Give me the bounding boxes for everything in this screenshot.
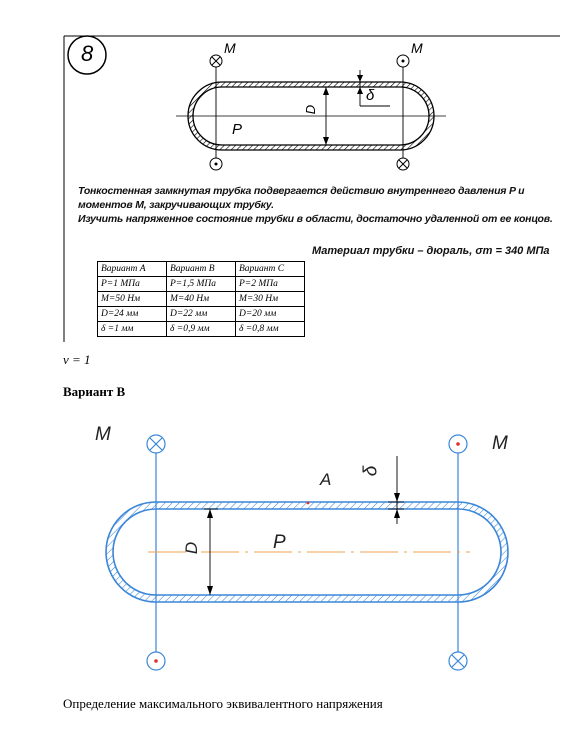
diagram-moment-right: M bbox=[492, 433, 508, 454]
table-cell: P=1 МПа bbox=[98, 277, 167, 292]
table-row bbox=[98, 277, 305, 292]
table-header-cell: Вариант С bbox=[236, 262, 305, 277]
point-a-marker bbox=[307, 502, 310, 505]
diagram-moment-left: M bbox=[95, 424, 111, 445]
variant-diagram bbox=[0, 420, 573, 680]
table-header-cell: Вариант А bbox=[98, 262, 167, 277]
moment-label-right: M bbox=[411, 40, 423, 56]
diagram-thickness-label: δ bbox=[360, 465, 382, 477]
table-row bbox=[98, 322, 305, 337]
diameter-label: D bbox=[303, 104, 319, 115]
poisson-ratio-line: ν = 1 bbox=[63, 352, 91, 367]
table-cell: M=40 Нм bbox=[167, 292, 236, 307]
table-cell: D=20 мм bbox=[236, 307, 305, 322]
table-cell: M=30 Нм bbox=[236, 292, 305, 307]
problem-text-line-1: Тонкостенная замкнутая трубка подвергается действию внутреннего давления P и bbox=[78, 185, 525, 197]
diagram-pressure-label: P bbox=[273, 532, 286, 553]
table-cell: D=22 мм bbox=[167, 307, 236, 322]
diagram-point-label: A bbox=[320, 470, 332, 489]
problem-text-line-2: моментов M, закручивающих трубку. bbox=[78, 199, 274, 211]
problem-number: 8 bbox=[81, 41, 94, 66]
variants-table bbox=[97, 261, 305, 337]
pressure-label: P bbox=[232, 121, 243, 138]
table-cell: P=1,5 МПа bbox=[167, 277, 236, 292]
table-cell: δ =0,9 мм bbox=[167, 322, 236, 337]
table-cell: δ =0,8 мм bbox=[236, 322, 305, 337]
table-header-cell: Вариант В bbox=[167, 262, 236, 277]
variant-title: Вариант В bbox=[63, 384, 126, 399]
table-row bbox=[98, 292, 305, 307]
material-note: Материал трубки – дюраль, σт = 340 МПа bbox=[312, 245, 550, 257]
table-cell: D=24 мм bbox=[98, 307, 167, 322]
table-header-row bbox=[98, 262, 305, 277]
problem-text-line-3: Изучить напряженное состояние трубки в области, достаточно удаленной от ее концов. bbox=[78, 213, 553, 225]
table-cell: δ =1 мм bbox=[98, 322, 167, 337]
diagram-diameter-label: D bbox=[182, 541, 202, 555]
table-cell: P=2 МПа bbox=[236, 277, 305, 292]
moment-label-left: M bbox=[224, 40, 236, 56]
section-heading: Определение максимального эквивалентного напряжения bbox=[63, 696, 383, 711]
table-cell: M=50 Нм bbox=[98, 292, 167, 307]
thickness-label: δ bbox=[366, 87, 375, 104]
table-row bbox=[98, 307, 305, 322]
